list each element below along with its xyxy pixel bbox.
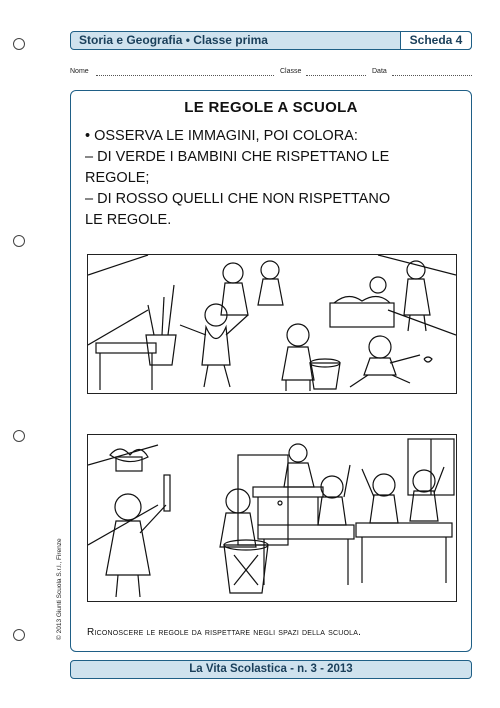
caption: Riconoscere le regole da rispettare negli spazi della scuola.: [87, 627, 362, 638]
instruction-line: – DI ROSSO QUELLI CHE NON RISPETTANO: [85, 191, 391, 207]
copyright-note: © 2013 Giunti Scuola S.r.l., Firenze: [56, 538, 63, 640]
name-field[interactable]: [96, 75, 274, 76]
instructions: [85, 126, 465, 231]
punch-hole: [13, 38, 25, 50]
class-label: Classe: [280, 68, 302, 75]
instruction-line: REGOLE;: [85, 170, 150, 186]
subject-label: Storia e Geografia • Classe prima: [79, 33, 268, 47]
instruction-line: • OSSERVA LE IMMAGINI, POI COLORA:: [85, 128, 358, 144]
sheet-number: Scheda 4: [400, 31, 472, 50]
footer-bar: La Vita Scolastica - n. 3 - 2013: [70, 660, 472, 679]
header-bar: [70, 31, 472, 50]
punch-hole: [13, 430, 25, 442]
date-label: Data: [372, 68, 387, 75]
date-field[interactable]: [392, 75, 472, 76]
classroom-desks-drawing: [88, 435, 456, 601]
classroom-play-drawing: [88, 255, 456, 393]
instruction-line: – DI VERDE I BAMBINI CHE RISPETTANO LE: [85, 149, 390, 165]
class-field[interactable]: [306, 75, 366, 76]
punch-hole: [13, 235, 25, 247]
student-info-row: [70, 68, 472, 80]
name-label: Nome: [70, 68, 89, 75]
illustration-classroom-desks[interactable]: [87, 434, 457, 602]
illustration-classroom-play[interactable]: [87, 254, 457, 394]
punch-hole: [13, 629, 25, 641]
instruction-line: LE REGOLE.: [85, 212, 172, 228]
worksheet-frame: [70, 90, 472, 652]
page-title: LE REGOLE A SCUOLA: [184, 99, 358, 116]
